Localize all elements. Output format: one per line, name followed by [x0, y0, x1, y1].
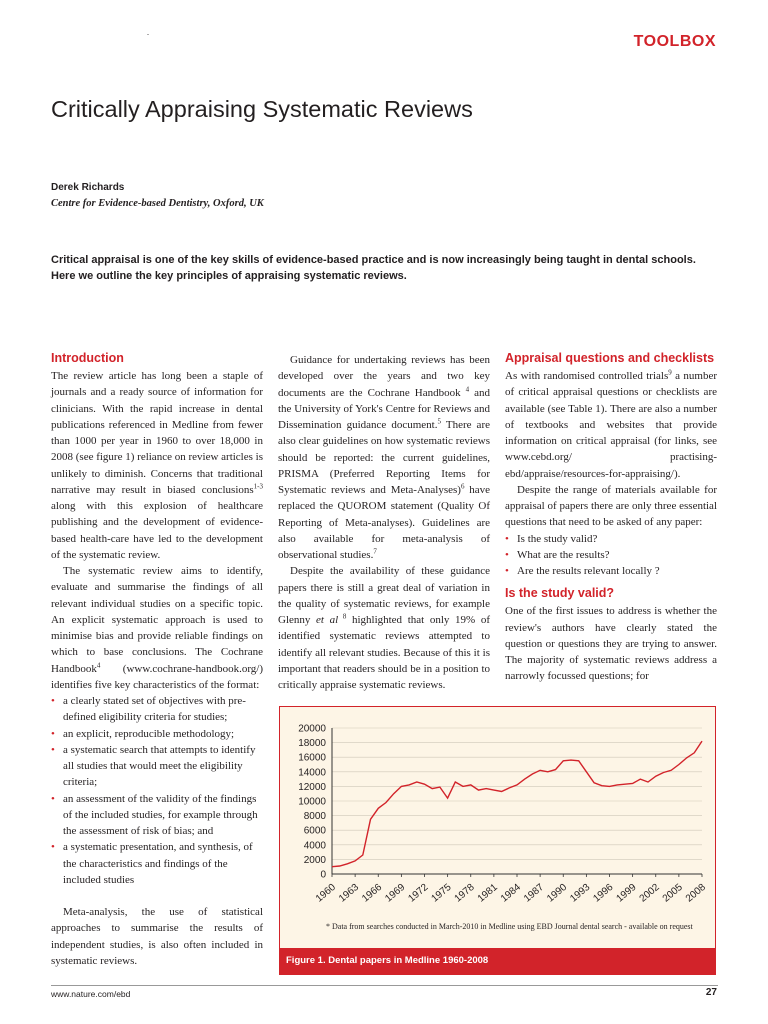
- y-tick-label: 20000: [298, 723, 326, 735]
- text-run: et al: [316, 614, 339, 626]
- section-label: TOOLBOX: [633, 33, 716, 50]
- text-run: Despite the availability of these guidance papers there is still a great deal of variation in the quality of systematic reviews, for example Glenny: [278, 565, 490, 626]
- figure-caption: Figure 1. Dental papers in Medline 1960-2008: [280, 948, 715, 974]
- intro-paragraph-1: [51, 368, 263, 563]
- author-affiliation: Centre for Evidence-based Dentistry, Oxford, UK: [51, 198, 264, 209]
- x-tick-label: 1984: [498, 881, 523, 905]
- x-tick-label: 1960: [313, 881, 338, 905]
- text-run: (www.cochrane-handbook.org/) identifies five key characteristics of the format:: [51, 662, 263, 691]
- list-item: • Is the study valid?: [505, 531, 717, 547]
- questions-list: [505, 531, 717, 580]
- variation-paragraph: [278, 563, 490, 693]
- intro-paragraph-2: [51, 563, 263, 693]
- text-run: Guidance for undertaking reviews has been developed over the years and two key documents are the Cochrane Handbook: [278, 354, 490, 399]
- y-tick-label: 16000: [298, 752, 326, 764]
- list-item: • What are the results?: [505, 547, 717, 563]
- x-tick-label: 2005: [660, 881, 685, 905]
- x-tick-label: 1987: [521, 881, 547, 905]
- citation-sup: 4: [465, 384, 470, 393]
- list-item: • Are the results relevant locally ?: [505, 563, 717, 579]
- citation-sup: 8: [338, 612, 347, 621]
- guidance-paragraph: [278, 352, 490, 563]
- citation-sup: 4: [96, 660, 101, 669]
- column-3: [505, 350, 717, 685]
- appraisal-paragraph-1: [505, 368, 717, 482]
- line-chart: [280, 707, 717, 976]
- y-tick-label: 2000: [303, 854, 326, 866]
- author-name: Derek Richards: [51, 182, 125, 193]
- x-tick-label: 1975: [429, 881, 454, 905]
- y-tick-label: 0: [320, 869, 326, 881]
- y-tick-label: 14000: [298, 767, 326, 779]
- text-run: a number of critical appraisal questions or checklists are available (see Table 1). There are also a number of textbooks and websites that provide information on critical appraisal (for links, see www.cebd.org/ practising-ebd/appraise/resources-for-appraising/).: [505, 370, 717, 480]
- x-tick-label: 1969: [383, 881, 408, 905]
- x-tick-label: 1999: [614, 881, 639, 905]
- x-tick-label: 1981: [475, 881, 500, 905]
- x-tick-label: 1966: [360, 881, 385, 905]
- y-tick-label: 18000: [298, 738, 326, 750]
- x-tick-label: 1978: [452, 881, 477, 905]
- x-axis: [314, 874, 708, 905]
- text-run: along with this explosion of healthcare publishing and the development of evidence-based health-care have led to the development of the systematic review.: [51, 500, 263, 561]
- citation-sup: 5: [437, 417, 441, 426]
- series-line: [332, 741, 702, 867]
- y-tick-label: 8000: [303, 811, 326, 823]
- list-item: • an assessment of the validity of the findings of the included studies, for example through the assessment of risk of bias; and: [51, 791, 263, 840]
- list-item: • a clearly stated set of objectives with pre-defined eligibility criteria for studies;: [51, 693, 263, 726]
- x-tick-label: 1993: [568, 881, 593, 905]
- text-run: have replaced the QUOROM statement (Quality Of Reporting of Meta-analyses). Guidelines are also available for meta-analysis of observational studies.: [278, 484, 490, 561]
- y-axis: [298, 724, 702, 881]
- y-tick-label: 4000: [303, 840, 326, 852]
- characteristics-list: [51, 693, 263, 888]
- text-run: The review article has long been a staple of journals and a ready source of information for clinicians. With the rapid increase in dental publications referenced in Medline from fewer than 1000 per year in 1960 to over 18,000 in 2008 (see figure 1) reliance on review articles is unlikely to diminish. Concerns that traditional narrative may result in biased conclusions: [51, 370, 263, 496]
- y-tick-label: 6000: [303, 825, 326, 837]
- x-tick-label: 1990: [545, 881, 570, 905]
- heading-introduction: Introduction: [51, 351, 124, 365]
- list-item: • a systematic search that attempts to identify all studies that would meet the eligibility criteria;: [51, 742, 263, 791]
- citation-sup: 1-3: [253, 482, 263, 491]
- heading-appraisal-questions: Appraisal questions and checklists: [505, 351, 715, 365]
- column-2: [278, 352, 490, 693]
- y-tick-label: 12000: [298, 781, 326, 793]
- figure-footnote: * Data from searches conducted in March-2010 in Medline using EBD Journal dental search - available on request: [326, 922, 693, 931]
- x-tick-label: 1996: [591, 881, 616, 905]
- heading-study-valid: Is the study valid?: [505, 586, 615, 601]
- text-run: highlighted that only 19% of identified systematic reviews attempted to identify all relevant studies. Because of this it is important that readers should be in a position to critically appraise systematic reviews.: [278, 614, 490, 691]
- text-run: The systematic review aims to identify, evaluate and summarise the findings of all relevant individual studies on a specific topic. An explicit systematic approach is used to minimise bias and provide reliable findings on which to base conclusions. The Cochrane Handbook: [51, 565, 263, 675]
- text-run: There are also clear guidelines on how systematic reviews should be reported: the current guidelines, PRISMA (Preferred Reporting Items for Systematic reviews and Meta-Analyses): [278, 419, 490, 496]
- validity-paragraph: One of the first issues to address is whether the review's authors have clearly stated the question or questions they are trying to answer. The majority of systematic reviews address a narrowly focussed questions; for: [505, 605, 717, 683]
- x-tick-label: 1963: [336, 881, 362, 905]
- appraisal-paragraph-2: Despite the range of materials available for appraisal of papers there are only three essential questions that need to be asked of any paper:: [505, 483, 717, 529]
- list-item: • an explicit, reproducible methodology;: [51, 726, 263, 742]
- intro-paragraph-3: Meta-analysis, the use of statistical approaches to summarise the results of independent studies, is also often included in systematic reviews.: [51, 906, 263, 967]
- page-number: 27: [705, 987, 717, 998]
- text-run: and the University of York's Centre for Reviews and Dissemination guidance document.: [278, 386, 491, 431]
- citation-sup: 7: [373, 547, 377, 556]
- column-1: [51, 350, 263, 969]
- footer-url: www.nature.com/ebd: [51, 989, 131, 999]
- list-item: • a systematic presentation, and synthesis, of the characteristics and findings of the included studies: [51, 839, 263, 888]
- text-run: As with randomised controlled trials: [505, 370, 669, 382]
- figure-1: [279, 706, 716, 975]
- lead-paragraph: Critical appraisal is one of the key skills of evidence-based practice and is now increasingly being taught in dental schools. Here we outline the key principles of appraising systematic reviews.: [51, 254, 696, 282]
- y-tick-label: 10000: [298, 796, 326, 808]
- citation-sup: 6: [460, 482, 465, 491]
- x-tick-label: 2008: [683, 881, 708, 905]
- citation-sup: 9: [668, 368, 672, 377]
- footer-divider: [51, 985, 718, 986]
- x-tick-label: 2002: [637, 881, 662, 905]
- x-tick-label: 1972: [406, 881, 431, 905]
- article-title: Critically Appraising Systematic Reviews: [51, 96, 473, 122]
- header-dot: .: [147, 28, 149, 37]
